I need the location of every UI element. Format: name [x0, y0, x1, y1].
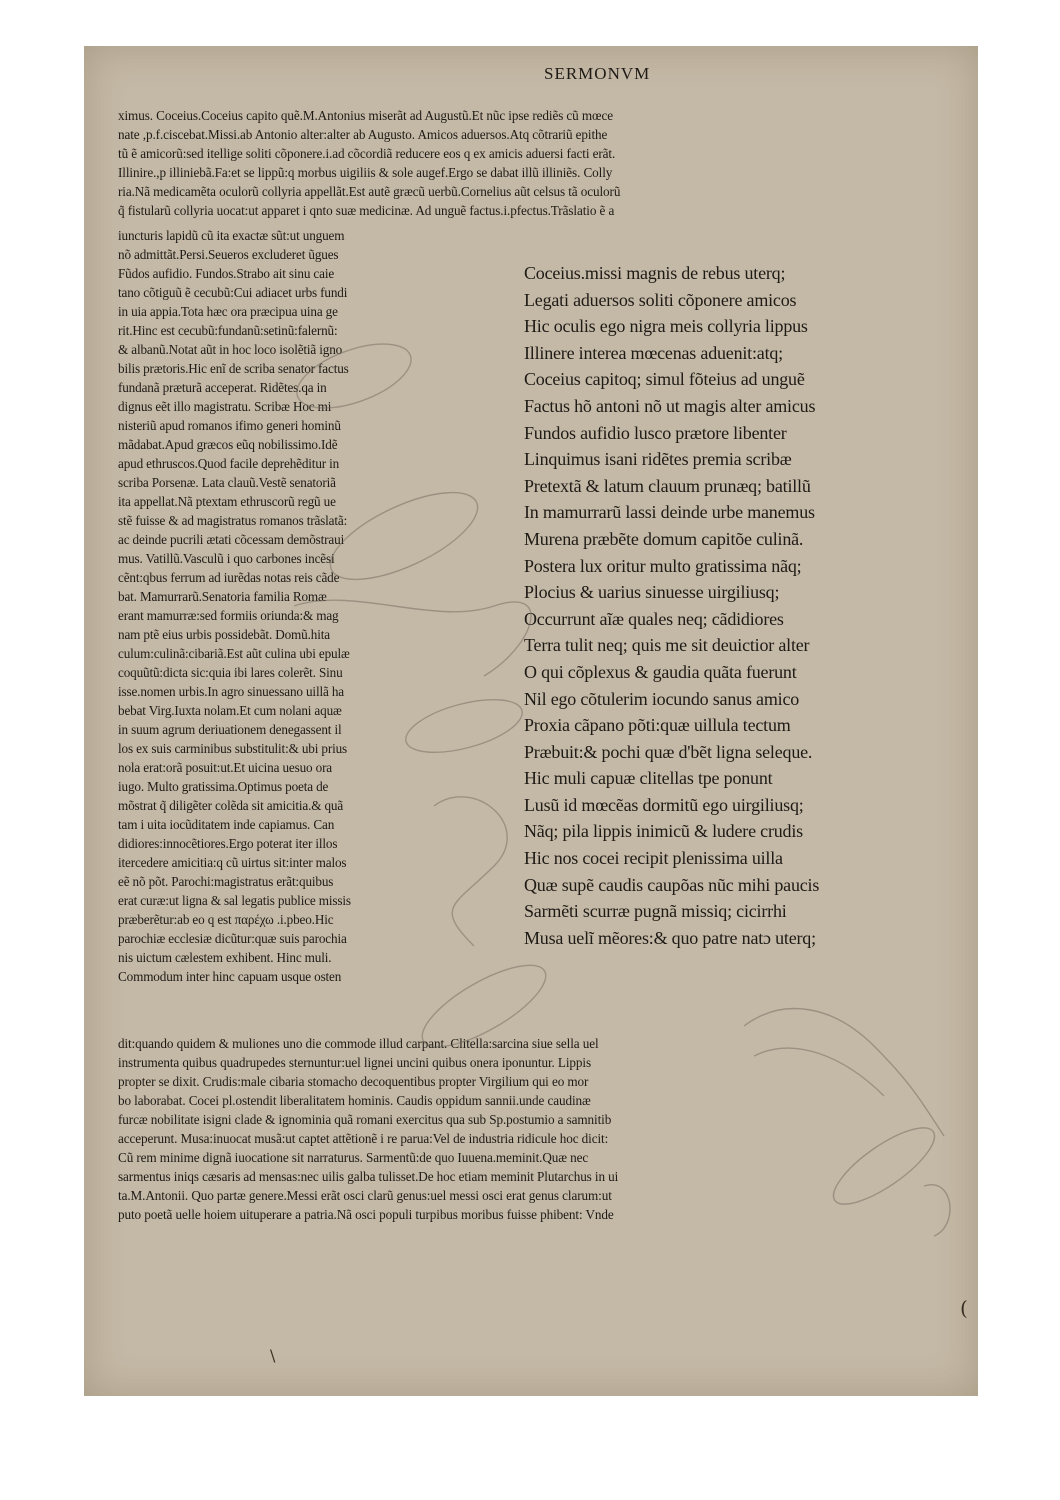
verse-line: Musa uelĩ mẽores:& quo patre natɔ uterq;: [524, 927, 816, 948]
text-line: ac deinde pucrili ætati cõcessam demõstraui: [118, 532, 345, 547]
text-line: nola erat:orã posuit:ut.Et uicina uesuo ora: [118, 760, 333, 775]
margin-mark: \: [270, 1346, 276, 1365]
verse-line: Plocius & uarius sinuesse uirgiliusq;: [524, 582, 780, 603]
text-line: iuncturis lapidũ cũ ita exactæ sũt:ut unguem: [118, 228, 345, 243]
running-head: SERMONVM: [544, 64, 651, 83]
text-line: nõ admittãt.Persi.Seueros excluderet ũgues: [118, 247, 339, 262]
text-line: Commodum inter hinc capuam usque osten: [118, 969, 342, 984]
text-line: dignus eẽt illo magistratu. Scribæ Hoc mi: [118, 399, 332, 414]
text-line: tũ ẽ amicorũ:sed itellige soliti cõponere.i.ad cõcordiã reducere eos q ex amicis aduersi facti erãt.: [118, 146, 616, 161]
verse-line: Fundos aufidio lusco prætore libenter: [524, 422, 787, 443]
text-line: propter se dixit. Crudis:male cibaria stomacho decoquentibus propter Virgilium qui eo mor: [118, 1074, 589, 1089]
verse-line: Coceius capitoq; simul fõteius ad unguẽ: [524, 369, 805, 390]
verse-line: Sarmẽti scurræ pugnã missiq; cicirrhi: [524, 901, 787, 922]
text-line: sarmentus iniqs cæsaris ad mensas:nec uilis galba tulisset.De hoc etiam meminit Plutarchus in ui: [118, 1169, 619, 1184]
text-line: nate ,p.f.ciscebat.Missi.ab Antonio alter:alter ab Augusto. Amicos aduersos.Atq cõtrariũ epithe: [118, 127, 608, 142]
verse-line: Nil ego cõtulerim iocundo sanus amico: [524, 688, 800, 709]
text-line: didiores:innocẽtiores.Ergo poterat iter illos: [118, 836, 338, 851]
verse-line: Hic muli capuæ clitellas tpe ponunt: [524, 768, 773, 789]
text-line: in suum agrum deriuationem denegassent il: [118, 722, 342, 737]
margin-mark: (: [960, 1296, 968, 1320]
text-line: fundanã præturã acceperat. Ridẽtes.qa in: [118, 380, 327, 395]
text-line: nam ptẽ eius urbis possidebãt. Domũ.hita: [118, 627, 330, 642]
text-line: mõstrat q̃ diligẽter colẽda sit amicitia.& quã: [118, 798, 344, 813]
verse-line: Illinere interea mœcenas aduenit:atq;: [524, 342, 783, 363]
text-line: mus. Vatillũ.Vasculũ i quo carbones incẽsi: [118, 551, 335, 566]
text-line: ximus. Coceius.Coceius capito quẽ.M.Antonius miserãt ad Augustũ.Et nũc ipse rediẽs cũ mœce: [118, 108, 613, 123]
scanned-page: [84, 46, 978, 1396]
text-line: bebat Virg.Iuxta nolam.Et cum nolani aquæ: [118, 703, 342, 718]
verse-line: Quæ supẽ caudis caupõas nũc mihi paucis: [524, 874, 820, 895]
text-line: mãdabat.Apud græcos eũq nobilissimo.Idẽ: [118, 437, 338, 452]
verse-line: Hic oculis ego nigra meis collyria lippus: [524, 316, 808, 337]
text-line: ria.Nã medicamẽta oculorũ collyria appellãt.Est autẽ græcũ uerbũ.Cornelius aũt celsus tã oculorũ: [118, 184, 621, 199]
text-line: ta.M.Antonii. Quo partæ genere.Messi erãt osci clarũ genus:uel messi osci erat genus clarum:ut: [118, 1188, 612, 1203]
text-line: culum:culinã:cibariã.Est aũt culina ubi epulæ: [118, 646, 350, 661]
verse-line: Hic nos cocei recipit plenissima uilla: [524, 848, 783, 869]
commentary-bottom-block: [118, 1034, 942, 1224]
text-line: instrumenta quibus quadrupedes sternuntur:uel lignei uncini quibus onera iponuntur. Lippis: [118, 1055, 592, 1070]
verse-line: Postera lux oritur multo gratissima nãq;: [524, 555, 802, 576]
text-line: tano cõtiguũ ẽ cecubũ:Cui adiacet urbs fundi: [118, 285, 348, 300]
verse-line: Coceius.missi magnis de rebus uterq;: [524, 263, 786, 283]
text-line: erat curæ:ut ligna & sal legatis publice missis: [118, 893, 351, 908]
commentary-left-column: [118, 226, 518, 986]
text-line: nisteriũ apud romanos ifimo generi hominũ: [118, 418, 341, 433]
text-line: furcæ nobilitate isigni clade & ignominia quã romani exercitus qua sub Sp.postumio a samnitib: [118, 1112, 612, 1127]
text-line: itercedere amicitia:q cũ uirtus sit:inter malos: [118, 855, 347, 870]
commentary-top-block: [118, 106, 942, 220]
text-line: parochiæ ecclesiæ dicũtur:quæ suis parochia: [118, 931, 347, 946]
text-line: bo laborabat. Cocei pl.ostendit liberalitatem hominis. Caudis oppidum sannii.unde caudinæ: [118, 1093, 591, 1108]
text-line: apud ethruscos.Quod facile deprehẽditur in: [118, 456, 340, 471]
verse-line: Murena præbẽte domum capitõe culinã.: [524, 528, 804, 549]
verse-line: Proxia cãpano põti:quæ uillula tectum: [524, 715, 791, 736]
verse-line: Terra tulit neq; quis me sit deuictior alter: [524, 635, 810, 656]
verse-line: Factus hõ antoni nõ ut magis alter amicus: [524, 395, 816, 416]
text-line: rit.Hinc est cecubũ:fundanũ:setinũ:falernũ:: [118, 323, 338, 338]
text-line: los ex suis carminibus substitulit:& ubi prius: [118, 741, 348, 756]
text-line: præberẽtur:ab eo q est παρέχω .i.pbeo.Hic: [118, 912, 334, 927]
text-line: bilis prætoris.Hic enĩ de scriba senator factus: [118, 361, 349, 376]
verse-line: O qui cõplexus & gaudia quãta fuerunt: [524, 661, 797, 682]
text-line: dit:quando quidem & muliones uno die commode illud carpant. Clitella:sarcina siue sella uel: [118, 1036, 599, 1051]
text-line: stẽ fuisse & ad magistratus romanos trãslatã:: [118, 513, 348, 528]
text-line: bat. Mamurrarũ.Senatoria familia Romæ: [118, 589, 327, 604]
text-line: in uia appia.Tota hæc ora præcipua uina ge: [118, 304, 338, 319]
text-line: isse.nomen urbis.In agro sinuessano uillã ha: [118, 684, 344, 699]
text-line: scriba Porsenæ. Lata clauũ.Vestẽ senatoriã: [118, 475, 336, 490]
verse-line: Legati aduersos soliti cõponere amicos: [524, 289, 797, 310]
text-line: tam i uita iocũditatem inde capiamus. Can: [118, 817, 335, 832]
text-line: cẽnt:qbus ferrum ad iurẽdas notas reis cãde: [118, 570, 340, 585]
verse-line: Pretextã & latum clauum prunæq; batillũ: [524, 475, 811, 496]
text-line: eẽ nõ põt. Parochi:magistratus erãt:quibus: [118, 874, 334, 889]
text-line: q̃ fistularũ collyria uocat:ut apparet i qnto suæ medicinæ. Ad unguẽ factus.i.pfectus.Trãslatio ẽ a: [118, 203, 615, 218]
text-line: nis uictum cælestem exhibent. Hinc muli.: [118, 950, 332, 965]
text-line: Fũdos aufidio. Fundos.Strabo ait sinu caie: [118, 266, 335, 281]
text-line: puto poetã uelle hoiem uituperare a patria.Nã osci populi turpibus moribus fuisse phibent: Vnde: [118, 1207, 614, 1222]
text-line: ita appellat.Nã ptextam ethruscorũ regũ ue: [118, 494, 336, 509]
text-line: Illinire.,p illiniebã.Fa:et se lippũ:q morbus uigiliis & sole augef.Ergo se dabat illũ illiniẽs. Colly: [118, 165, 613, 180]
verse-line: Occurrunt aĩæ quales neq; cãdidiores: [524, 608, 784, 629]
verse-line: Linquimus isani ridẽtes premia scribæ: [524, 449, 792, 470]
verse-line: Lusũ id mœcẽas dormitũ ego uirgiliusq;: [524, 794, 804, 815]
verse-line: Præbuit:& pochi quæ d'bẽt ligna seleque.: [524, 741, 813, 762]
text-line: & albanũ.Notat aũt in hoc loco isolẽtiã igno: [118, 342, 343, 357]
verse-line: Nãq; pila lippis inimicũ & ludere crudis: [524, 821, 803, 842]
verse-line: In mamurrarũ lassi deinde urbe manemus: [524, 502, 815, 523]
text-line: Cũ rem minime dignã iuocatione sit narraturus. Sarmentũ:de quo Iuuena.meminit.Quæ nec: [118, 1150, 589, 1165]
text-line: erant mamurræ:sed formiis oriunda:& mag: [118, 608, 339, 623]
text-line: acceperunt. Musa:inuocat musã:ut captet attẽtionẽ i re parua:Vel de industria ridicule hoc dicit:: [118, 1131, 609, 1146]
text-line: coquũtũ:dicta sic:quia ibi lares colerẽt. Sinu: [118, 665, 343, 680]
verse-column: [524, 260, 920, 951]
text-line: iugo. Multo gratissima.Optimus poeta de: [118, 779, 329, 794]
